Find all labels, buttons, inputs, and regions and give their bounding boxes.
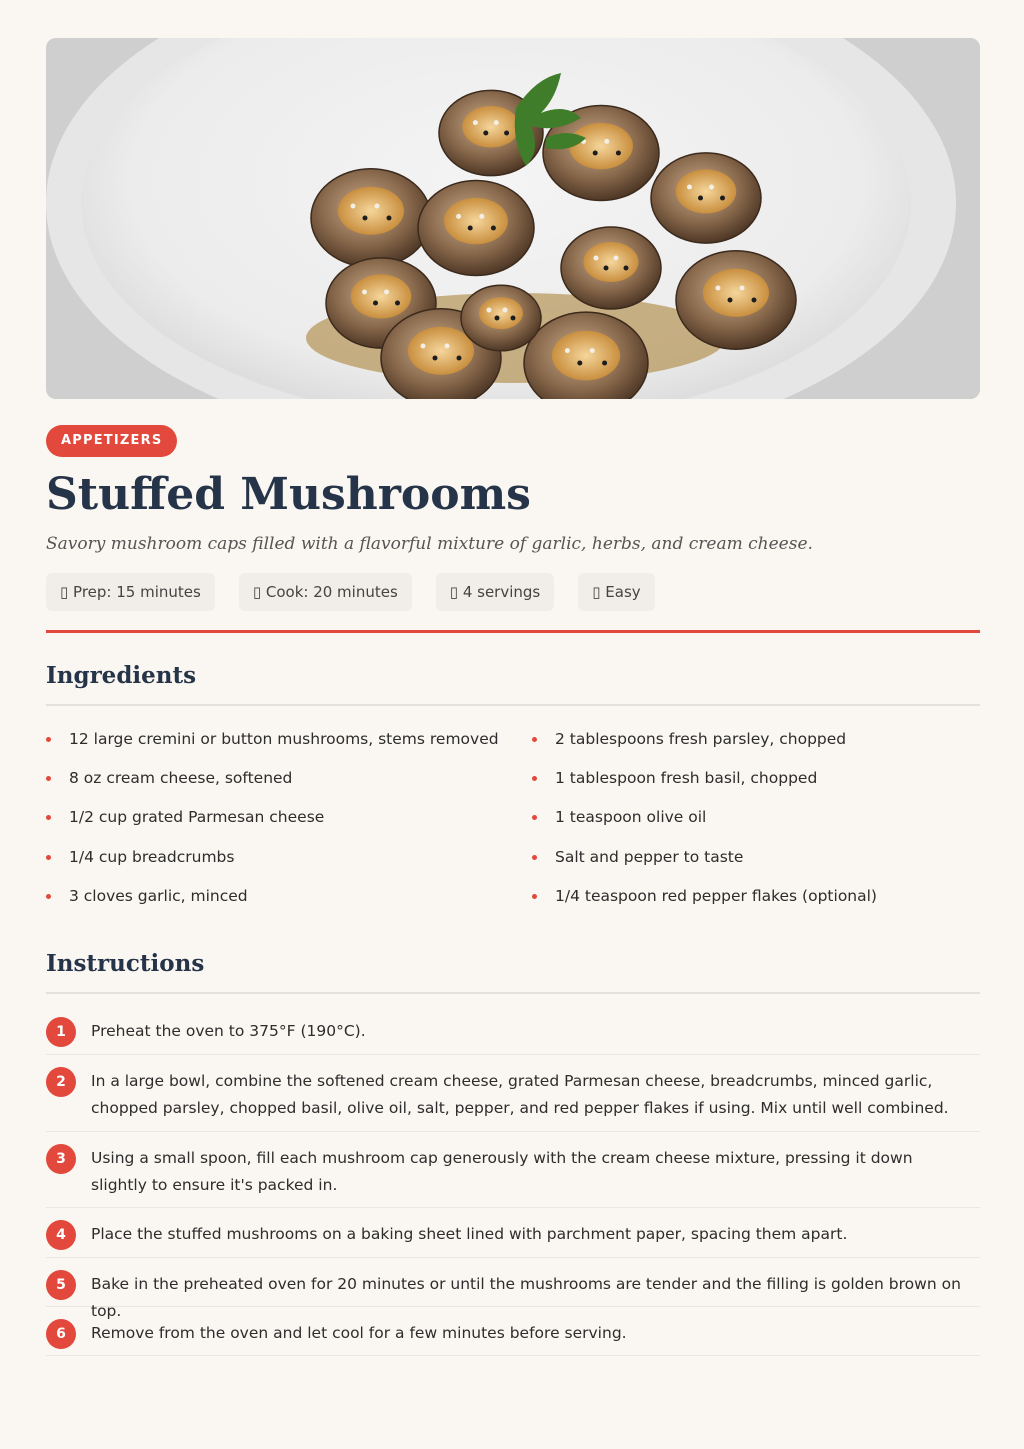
bullet-icon <box>532 737 537 742</box>
meta-prep-label: Prep: 15 minutes <box>73 583 201 601</box>
ingredients-list-right <box>532 727 877 923</box>
recipe-title: Stuffed Mushrooms <box>46 469 531 520</box>
bullet-icon <box>532 776 537 781</box>
bullet-icon <box>532 894 537 899</box>
step-text: In a large bowl, combine the softened cream cheese, grated Parmesan cheese, breadcrumbs, minced garlic, chopped parsley, chopped basil, olive oil, salt, pepper, and red pepper flakes if using. Mix until well combined. <box>91 1072 949 1117</box>
bullet-icon <box>46 815 51 820</box>
meta-prep <box>46 573 215 611</box>
list-item: 8 oz cream cheese, softened <box>46 766 499 805</box>
step-number: 4 <box>46 1220 76 1250</box>
list-item <box>46 1307 980 1356</box>
bullet-icon <box>46 855 51 860</box>
list-item: 1/2 cup grated Parmesan cheese <box>46 805 499 844</box>
step-number: 5 <box>46 1270 76 1300</box>
clock-icon: ▯ <box>60 583 69 601</box>
list-item: 3 cloves garlic, minced <box>46 884 499 923</box>
category-badge[interactable]: APPETIZERS <box>46 425 177 457</box>
bullet-icon <box>532 855 537 860</box>
bullet-icon <box>46 894 51 899</box>
ingredients-divider <box>46 704 980 706</box>
list-item: 1/4 cup breadcrumbs <box>46 845 499 884</box>
bullet-icon <box>46 737 51 742</box>
instructions-list <box>46 1005 980 1356</box>
step-number: 2 <box>46 1067 76 1097</box>
ingredients-list-left <box>46 727 499 923</box>
list-item: 1 tablespoon fresh basil, chopped <box>532 766 877 805</box>
meta-difficulty <box>578 573 654 611</box>
step-text: Place the stuffed mushrooms on a baking sheet lined with parchment paper, spacing them apart. <box>91 1225 848 1243</box>
step-number: 6 <box>46 1319 76 1349</box>
ingredients-heading: Ingredients <box>46 662 197 689</box>
fire-icon: ▯ <box>252 583 262 601</box>
list-item <box>46 1258 980 1320</box>
list-item: 1 teaspoon olive oil <box>532 805 877 844</box>
meta-difficulty-label: Easy <box>605 583 641 601</box>
meta-cook-label: Cook: 20 minutes <box>265 583 398 601</box>
step-text: Using a small spoon, fill each mushroom cap generously with the cream cheese mixture, pressing it down slightly to ensure it's packed in. <box>91 1149 913 1194</box>
header-divider <box>46 630 980 633</box>
meta-cook <box>239 573 412 611</box>
list-item <box>46 1005 980 1055</box>
step-text: Remove from the oven and let cool for a few minutes before serving. <box>91 1324 627 1342</box>
step-number: 3 <box>46 1144 76 1174</box>
list-item: Salt and pepper to taste <box>532 845 877 884</box>
bullet-icon <box>46 776 51 781</box>
recipe-subtitle: Savory mushroom caps filled with a flavorful mixture of garlic, herbs, and cream cheese. <box>46 534 813 554</box>
step-text: Bake in the preheated oven for 20 minutes or until the mushrooms are tender and the filling is golden brown on top. <box>91 1275 961 1320</box>
step-text: Preheat the oven to 375°F (190°C). <box>91 1022 366 1040</box>
list-item <box>46 1055 980 1132</box>
list-item: 12 large cremini or button mushrooms, stems removed <box>46 727 499 766</box>
stuffed-mushrooms-photo <box>46 38 980 399</box>
list-item <box>46 1208 980 1258</box>
step-number: 1 <box>46 1017 76 1047</box>
bullet-icon <box>532 815 537 820</box>
recipe-meta <box>46 573 655 611</box>
meta-servings <box>436 573 554 611</box>
hero-image <box>46 38 980 399</box>
instructions-divider <box>46 992 980 994</box>
chart-icon: ▯ <box>592 583 601 601</box>
list-item: 1/4 teaspoon red pepper flakes (optional) <box>532 884 877 923</box>
meta-servings-label: 4 servings <box>462 583 541 601</box>
instructions-heading: Instructions <box>46 950 205 977</box>
list-item <box>46 1132 980 1208</box>
people-icon: ▯ <box>449 583 459 601</box>
list-item: 2 tablespoons fresh parsley, chopped <box>532 727 877 766</box>
